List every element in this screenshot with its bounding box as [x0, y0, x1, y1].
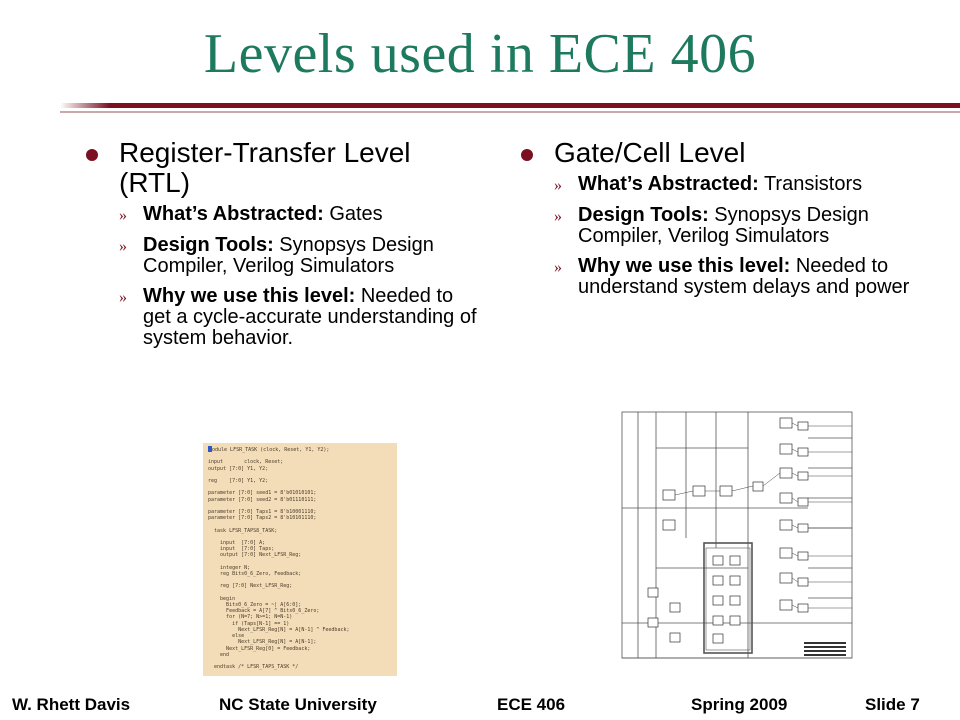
right-sub-bullets	[554, 174, 921, 298]
list-item	[554, 205, 921, 247]
list-item	[119, 204, 486, 226]
left-column	[86, 138, 486, 358]
slide-title: Levels used in ECE 406	[203, 23, 757, 85]
footer-course: ECE 406	[497, 695, 566, 714]
item-text: Needed to get a cycle-accurate understanding of system behavior.	[143, 285, 477, 349]
item-text: Gates	[323, 203, 383, 225]
footer-slide-number: Slide 7	[865, 695, 920, 714]
bullet-dot-icon	[86, 149, 98, 161]
item-text: Needed to understand system delays and power	[578, 255, 910, 298]
left-sub-bullets	[119, 204, 486, 349]
item-text: Transistors	[758, 173, 863, 195]
list-item	[554, 256, 921, 298]
left-main-bullet	[86, 138, 486, 198]
footer-term: Spring 2009	[691, 695, 788, 714]
item-text: Synopsys Design Compiler, Verilog Simulators	[578, 204, 869, 247]
item-label: What’s Abstracted:	[578, 173, 759, 195]
item-label: Why we use this level:	[578, 255, 791, 277]
item-label: Design Tools:	[143, 234, 274, 256]
chevron-bullet-icon: »	[554, 177, 562, 194]
list-item	[554, 174, 921, 196]
right-main-bullet	[521, 138, 921, 168]
gate-schematic-image	[608, 408, 870, 673]
chevron-bullet-icon: »	[119, 207, 127, 224]
chevron-bullet-icon: »	[554, 208, 562, 225]
footer-author: W. Rhett Davis	[12, 695, 131, 714]
list-item	[119, 286, 486, 349]
item-label: What’s Abstracted:	[143, 203, 324, 225]
chevron-bullet-icon: »	[119, 289, 127, 306]
title-divider	[0, 103, 960, 108]
item-label: Why we use this level:	[143, 285, 356, 307]
list-item	[119, 235, 486, 277]
footer-university: NC State University	[219, 695, 377, 714]
verilog-code-image	[203, 443, 397, 676]
title-divider-shadow	[60, 111, 960, 113]
verilog-code-text: odule LFSR_TASK (clock, Reset, Y1, Y2); input clock, Reset; output [7:0] Y1, Y2; reg [7:0] Y1, Y2; parameter [7:0] seed1 = 8'b01010101; parameter [7:0] seed2 = 8'b01110111; parameter [7:0] Taps1 = 8'b10001110; parameter [7:0] Taps2 = 8'b10101110; task LFSR_TAPS8_TASK; input [7:0] A; input [7:0] Taps; output [7:0] Next_LFSR_Reg; integer N; reg Bits0_6_Zero, Feedback; reg [7:0] Next_LFSR_Reg; begin Bits0_6_Zero = ~| A[6:0]; Feedback = A[7] ^ Bits0_6_Zero; for (N=7; N>=1; N=N-1) if (Taps[N-1] == 1) Next_LFSR_Reg[N] = A[N-1] ^ Feedback; else Next_LFSR_Reg[N] = A[N-1]; Next_LFSR_Reg[0] = Feedback; end endtask /* LFSR_TAPS_TASK */	[208, 447, 350, 671]
slide-footer	[0, 693, 960, 720]
right-column	[521, 138, 921, 307]
right-heading: Gate/Cell Level	[554, 137, 746, 168]
item-label: Design Tools:	[578, 204, 709, 226]
left-heading: Register-Transfer Level (RTL)	[119, 137, 411, 198]
item-text: Synopsys Design Compiler, Verilog Simulators	[143, 234, 434, 277]
bullet-dot-icon	[521, 149, 533, 161]
chevron-bullet-icon: »	[119, 238, 127, 255]
chevron-bullet-icon: »	[554, 259, 562, 276]
